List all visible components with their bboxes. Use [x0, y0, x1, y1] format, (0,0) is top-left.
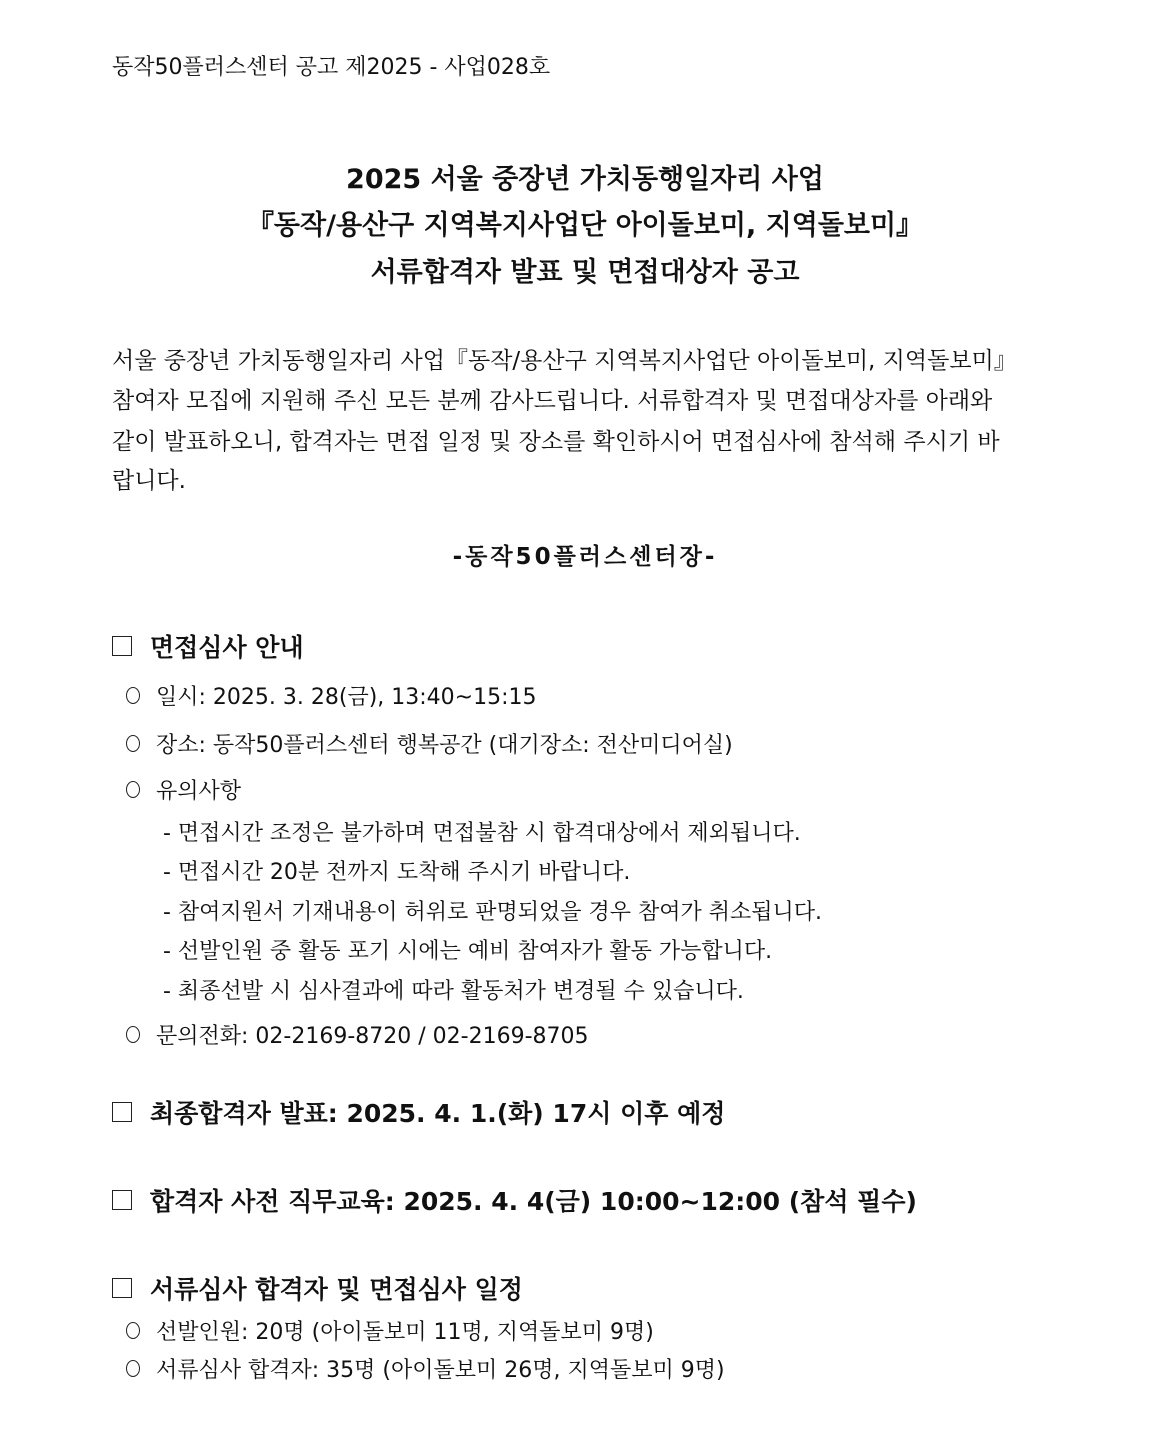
item-text: 일시: 2025. 3. 28(금), 13:40~15:15 — [156, 685, 537, 710]
checkbox-square-icon — [112, 636, 132, 656]
title-line-3: 서류합격자 발표 및 면접대상자 공고 — [370, 257, 800, 288]
circle-bullet-icon — [126, 1360, 140, 1377]
interview-place — [126, 728, 733, 759]
circle-bullet-icon — [126, 781, 140, 798]
intro-line: 랍니다. — [112, 468, 186, 494]
circle-bullet-icon — [126, 1026, 140, 1043]
circle-bullet-icon — [126, 687, 140, 704]
note-item: - 면접시간 20분 전까지 도착해 주시기 바랍니다. — [163, 860, 631, 885]
checkbox-square-icon — [112, 1102, 132, 1122]
title-line-1: 2025 서울 중장년 가치동행일자리 사업 — [346, 164, 824, 195]
item-text: 선발인원: 20명 (아이돌보미 11명, 지역돌보미 9명) — [156, 1320, 654, 1345]
intro-line: 같이 발표하오니, 합격자는 면접 일정 및 장소를 확인하시어 면접심사에 참석해 주시기 바 — [112, 429, 1000, 455]
section-interview-heading — [112, 628, 304, 664]
circle-bullet-icon — [126, 1322, 140, 1339]
note-item: - 최종선발 시 심사결과에 따라 활동처가 변경될 수 있습니다. — [163, 979, 744, 1004]
section-heading-text: 면접심사 안내 — [150, 633, 304, 662]
intro-line: 참여자 모집에 지원해 주신 모든 분께 감사드립니다. 서류합격자 및 면접대상자를 아래와 — [112, 388, 993, 414]
checkbox-square-icon — [112, 1278, 132, 1298]
note-item: - 참여지원서 기재내용이 허위로 판명되었을 경우 참여가 취소됩니다. — [163, 900, 822, 925]
item-text: 서류심사 합격자: 35명 (아이돌보미 26명, 지역돌보미 9명) — [156, 1358, 725, 1383]
section-heading-text: 최종합격자 발표: 2025. 4. 1.(화) 17시 이후 예정 — [150, 1099, 726, 1128]
section-heading-text: 합격자 사전 직무교육: 2025. 4. 4(금) 10:00~12:00 (참석 필수) — [150, 1187, 917, 1216]
notice-number: 동작50플러스센터 공고 제2025 - 사업028호 — [112, 55, 551, 80]
section-heading-text: 서류심사 합격자 및 면접심사 일정 — [150, 1275, 523, 1304]
item-text: 유의사항 — [156, 779, 242, 804]
title-line-2: 『동작/용산구 지역복지사업단 아이돌보미, 지역돌보미』 — [246, 210, 924, 241]
intro-line: 서울 중장년 가치동행일자리 사업『동작/용산구 지역복지사업단 아이돌보미, 지역돌보미』 — [112, 348, 1017, 374]
signature: -동작50플러스센터장- — [452, 544, 718, 570]
item-text: 장소: 동작50플러스센터 행복공간 (대기장소: 전산미디어실) — [156, 733, 733, 758]
interview-notes-label — [126, 774, 241, 805]
section-schedule-heading — [112, 1270, 523, 1306]
checkbox-square-icon — [112, 1190, 132, 1210]
section-training — [112, 1182, 917, 1218]
contact-phone — [126, 1019, 589, 1050]
document-pass-count — [126, 1353, 725, 1384]
note-item: - 면접시간 조정은 불가하며 면접불참 시 합격대상에서 제외됩니다. — [163, 821, 801, 846]
interview-date — [126, 680, 537, 711]
circle-bullet-icon — [126, 735, 140, 752]
section-final-announcement — [112, 1094, 725, 1130]
item-text: 문의전화: 02-2169-8720 / 02-2169-8705 — [156, 1024, 589, 1049]
selection-count — [126, 1315, 654, 1346]
note-item: - 선발인원 중 활동 포기 시에는 예비 참여자가 활동 가능합니다. — [163, 939, 773, 964]
